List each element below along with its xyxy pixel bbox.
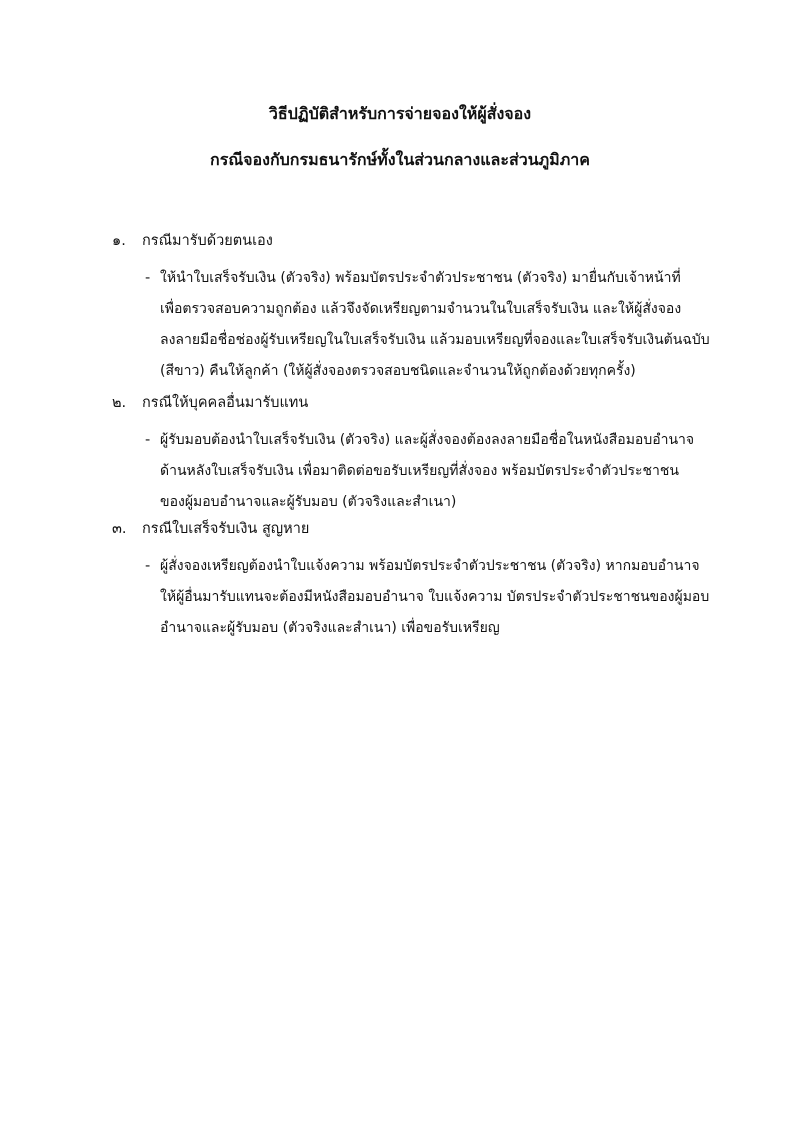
text-line: ของผู้มอบอำนาจและผู้รับมอบ (ตัวจริงและสำเนา): [160, 494, 457, 510]
section-title: กรณีมารับด้วยตนเอง: [142, 233, 273, 249]
bullet-item: [145, 263, 712, 387]
bullet-text: [160, 425, 712, 518]
bullet-dash: -: [145, 270, 151, 286]
section-number: ๓.: [112, 521, 127, 537]
text-line: ด้านหลังใบเสร็จรับเงิน เพื่อมาติดต่อขอรับเหรียญที่สั่งจอง พร้อมบัตรประจำตัวประชาชน: [160, 463, 679, 479]
text-line: ลงลายมือชื่อช่องผู้รับเหรียญในใบเสร็จรับเงิน แล้วมอบเหรียญที่จองและใบเสร็จรับเงินต้นฉบับ: [160, 332, 710, 348]
bullet-text: [160, 551, 712, 644]
section-self-pickup: [112, 229, 712, 387]
document-subtitle: กรณีจองกับกรมธนารักษ์ทั้งในส่วนกลางและส่วนภูมิภาค: [210, 150, 590, 169]
section-heading: [112, 517, 712, 541]
text-line: ผู้รับมอบต้องนำใบเสร็จรับเงิน (ตัวจริง) และผู้สั่งจองต้องลงลายมือชื่อในหนังสือมอบอำนาจ: [160, 432, 695, 448]
text-line: ผู้สั่งจองเหรียญต้องนำใบแจ้งความ พร้อมบัตรประจำตัวประชาชน (ตัวจริง) หากมอบอำนาจ: [160, 558, 700, 574]
bullet-item: [145, 551, 712, 644]
document-title: วิธีปฏิบัติสำหรับการจ่ายจองให้ผู้สั่งจอง: [268, 104, 532, 123]
text-line: อำนาจและผู้รับมอบ (ตัวจริงและสำเนา) เพื่อขอรับเหรียญ: [160, 620, 500, 636]
bullet-text: [160, 263, 712, 387]
section-title: กรณีให้บุคคลอื่นมารับแทน: [142, 395, 309, 411]
bullet-dash: -: [145, 558, 151, 574]
section-heading: [112, 229, 712, 253]
bullet-item: [145, 425, 712, 518]
text-line: เพื่อตรวจสอบความถูกต้อง แล้วจึงจัดเหรียญตามจำนวนในใบเสร็จรับเงิน และให้ผู้สั่งจอง: [160, 301, 682, 317]
section-number: ๑.: [112, 233, 126, 249]
section-heading: [112, 391, 712, 415]
section-lost-receipt: [112, 517, 712, 644]
bullet-dash: -: [145, 432, 151, 448]
text-line: (สีขาว) คืนให้ลูกค้า (ให้ผู้สั่งจองตรวจสอบชนิดและจำนวนให้ถูกต้องด้วยทุกครั้ง): [160, 363, 636, 379]
text-line: ให้นำใบเสร็จรับเงิน (ตัวจริง) พร้อมบัตรประจำตัวประชาชน (ตัวจริง) มายื่นกับเจ้าหน้าที่: [160, 270, 681, 286]
section-title: กรณีใบเสร็จรับเงิน สูญหาย: [142, 521, 310, 537]
section-proxy-pickup: [112, 391, 712, 518]
text-line: ให้ผู้อื่นมารับแทนจะต้องมีหนังสือมอบอำนาจ ใบแจ้งความ บัตรประจำตัวประชาชนของผู้มอบ: [160, 589, 710, 605]
section-number: ๒.: [112, 395, 127, 411]
